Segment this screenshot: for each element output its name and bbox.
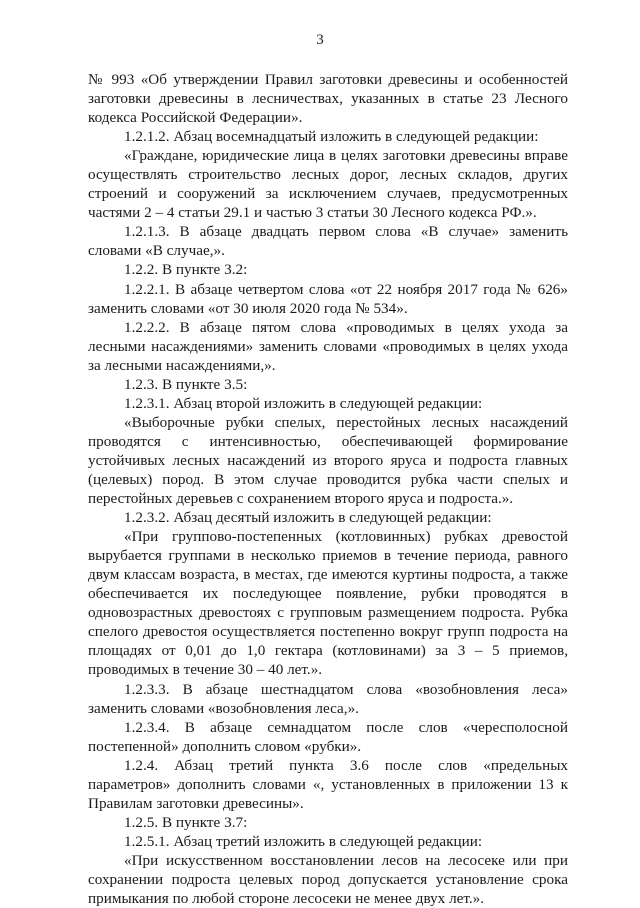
paragraph: 1.2.3.2. Абзац десятый изложить в следующей редакции: (124, 509, 492, 527)
paragraph: 1.2.3.1. Абзац второй изложить в следующей редакции: (124, 394, 483, 412)
paragraph: «Граждане, юридические лица в целях заготовки древесины вправе осуществлять строительство лесных дорог, лесных складов, других строений и сооружений за исключением случаев, предусмотренных частями 2 – 4 статьи 29.1 и частью 3 статьи 30 Лесного кодекса РФ.». (88, 147, 568, 222)
document-body (88, 70, 568, 908)
paragraph: 1.2.5.1. Абзац третий изложить в следующей редакции: (124, 832, 483, 850)
page-number: 3 (316, 32, 324, 48)
paragraph: «При искусственном восстановлении лесов на лесосеке или при сохранении подроста целевых пород допускается установление срока примыкания по любой стороне лесосеки не менее двух лет.». (88, 851, 568, 908)
paragraph: «При группово-постепенных (котловинных) рубках древостой вырубается группами в несколько приемов в течение периода, равного двум классам возраста, в местах, где имеются куртины подроста, а также обеспечивается их последующее появление, рубки проводятся в одновозрастных древостоях с групповым размещением подроста. Рубка спелого древостоя осуществляется постепенно вокруг групп подроста на площадях от 0,01 до 1,0 гектара (котловинами) за 3 – 5 приемов, проводимых в течение 30 – 40 лет.». (88, 528, 568, 679)
paragraph: 1.2.2. В пункте 3.2: (124, 261, 248, 279)
paragraph: 1.2.3.3. В абзаце шестнадцатом слова «возобновления леса» заменить словами «возобновления леса,». (88, 680, 568, 717)
paragraph: 1.2.3.4. В абзаце семнадцатом после слов «чересполосной постепенной» дополнить словом «рубки». (88, 718, 568, 755)
paragraph: 1.2.4. Абзац третий пункта 3.6 после слов «предельных параметров» дополнить словами «, установленных в приложении 13 к Правилам заготовки древесины». (88, 756, 568, 812)
paragraph: 1.2.2.2. В абзаце пятом слова «проводимых в целях ухода за лесными насаждениями» заменить словами «проводимых в целях ухода за лесными насаждениями,». (88, 318, 568, 374)
paragraph: 1.2.1.3. В абзаце двадцать первом слова «В случае» заменить словами «В случае,». (88, 223, 568, 260)
paragraph: 1.2.5. В пункте 3.7: (124, 813, 248, 831)
paragraph: № 993 «Об утверждении Правил заготовки древесины и особенностей заготовки древесины в лесничествах, указанных в статье 23 Лесного кодекса Российской Федерации». (88, 71, 568, 127)
paragraph: «Выборочные рубки спелых, перестойных лесных насаждений проводятся с интенсивностью, обеспечивающей формирование устойчивых лесных насаждений из второго яруса и подроста главных (целевых) пород. В этом случае проводится рубка части спелых и перестойных деревьев с сохранением второго яруса и подроста.». (88, 413, 568, 508)
paragraph: 1.2.1.2. Абзац восемнадцатый изложить в следующей редакции: (124, 128, 539, 146)
paragraph: 1.2.3. В пункте 3.5: (124, 375, 248, 393)
paragraph: 1.2.2.1. В абзаце четвертом слова «от 22 ноября 2017 года № 626» заменить словами «от 30 июля 2020 года № 534». (88, 280, 568, 317)
